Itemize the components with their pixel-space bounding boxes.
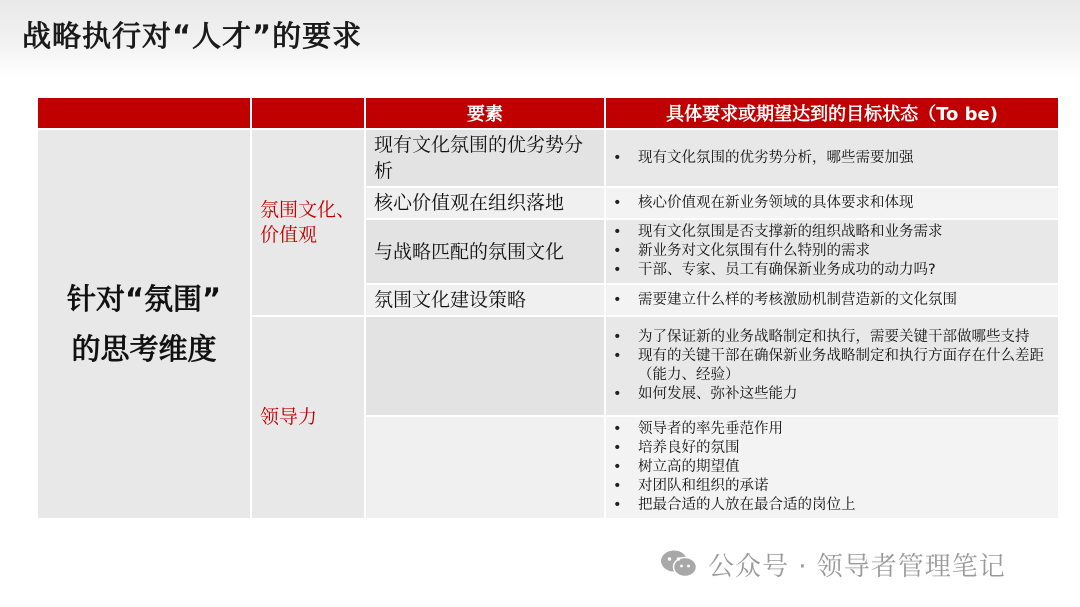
element-cell: 氛围文化建设策略 <box>366 285 604 315</box>
group-cell-atmosphere <box>252 130 364 315</box>
requirement-item: • 现有的关键干部在确保新业务战略制定和执行方面存在什么差距（能力、经验） <box>612 347 1052 385</box>
dimension-cell <box>38 130 250 518</box>
group-label-line1: 氛围文化、 <box>260 198 356 221</box>
page-title: 战略执行对“人才”的要求 <box>22 19 363 53</box>
requirement-cell <box>606 188 1058 218</box>
requirement-item: • 如何发展、弥补这些能力 <box>612 385 1052 404</box>
requirement-cell <box>606 417 1058 518</box>
watermark <box>660 546 1006 582</box>
requirement-item: • 培养良好的氛围 <box>612 439 1052 458</box>
watermark-text: 公众号 · 领导者管理笔记 <box>708 551 1006 582</box>
requirement-item: • 领导者的率先垂范作用 <box>612 420 1052 439</box>
wechat-icon <box>660 549 698 579</box>
requirement-item: • 现有文化氛围是否支撑新的组织战略和业务需求 <box>612 223 1052 242</box>
header-element: 要素 <box>366 98 604 128</box>
requirement-item: • 干部、专家、员工有确保新业务成功的动力吗? <box>612 261 1052 280</box>
requirement-item: • 为了保证新的业务战略制定和执行，需要关键干部做哪些支持 <box>612 328 1052 347</box>
requirement-cell <box>606 285 1058 315</box>
table-header-row <box>38 98 1058 128</box>
requirement-item: • 对团队和组织的承诺 <box>612 477 1052 496</box>
requirement-item: • 核心价值观在新业务领域的具体要求和体现 <box>612 194 1052 213</box>
requirement-cell <box>606 317 1058 415</box>
requirement-cell <box>606 220 1058 283</box>
group-label-line1: 领导力 <box>260 406 318 428</box>
requirement-item: • 现有文化氛围的优劣势分析，哪些需要加强 <box>612 149 1052 168</box>
element-cell <box>366 317 604 415</box>
requirement-cell <box>606 130 1058 186</box>
requirement-item: • 需要建立什么样的考核激励机制营造新的文化氛围 <box>612 291 1052 310</box>
requirement-item: • 树立高的期望值 <box>612 458 1052 477</box>
header-group <box>252 98 364 128</box>
element-cell: 核心价值观在组织落地 <box>366 188 604 218</box>
group-label-line2: 价值观 <box>260 223 318 246</box>
table-row <box>38 130 1058 186</box>
requirement-item: • 新业务对文化氛围有什么特别的需求 <box>612 242 1052 261</box>
requirement-item: • 把最合适的人放在最合适的岗位上 <box>612 496 1052 515</box>
header-requirement: 具体要求或期望达到的目标状态（To be) <box>606 98 1058 128</box>
dimension-label-line1: 针对“氛围” <box>66 282 222 316</box>
element-cell <box>366 417 604 518</box>
requirements-table <box>36 96 1060 520</box>
header-dimension <box>38 98 250 128</box>
element-cell: 与战略匹配的氛围文化 <box>366 220 604 283</box>
group-cell-leadership <box>252 317 364 518</box>
dimension-label-line2: 的思考维度 <box>71 332 217 366</box>
element-cell: 现有文化氛围的优劣势分析 <box>366 130 604 186</box>
